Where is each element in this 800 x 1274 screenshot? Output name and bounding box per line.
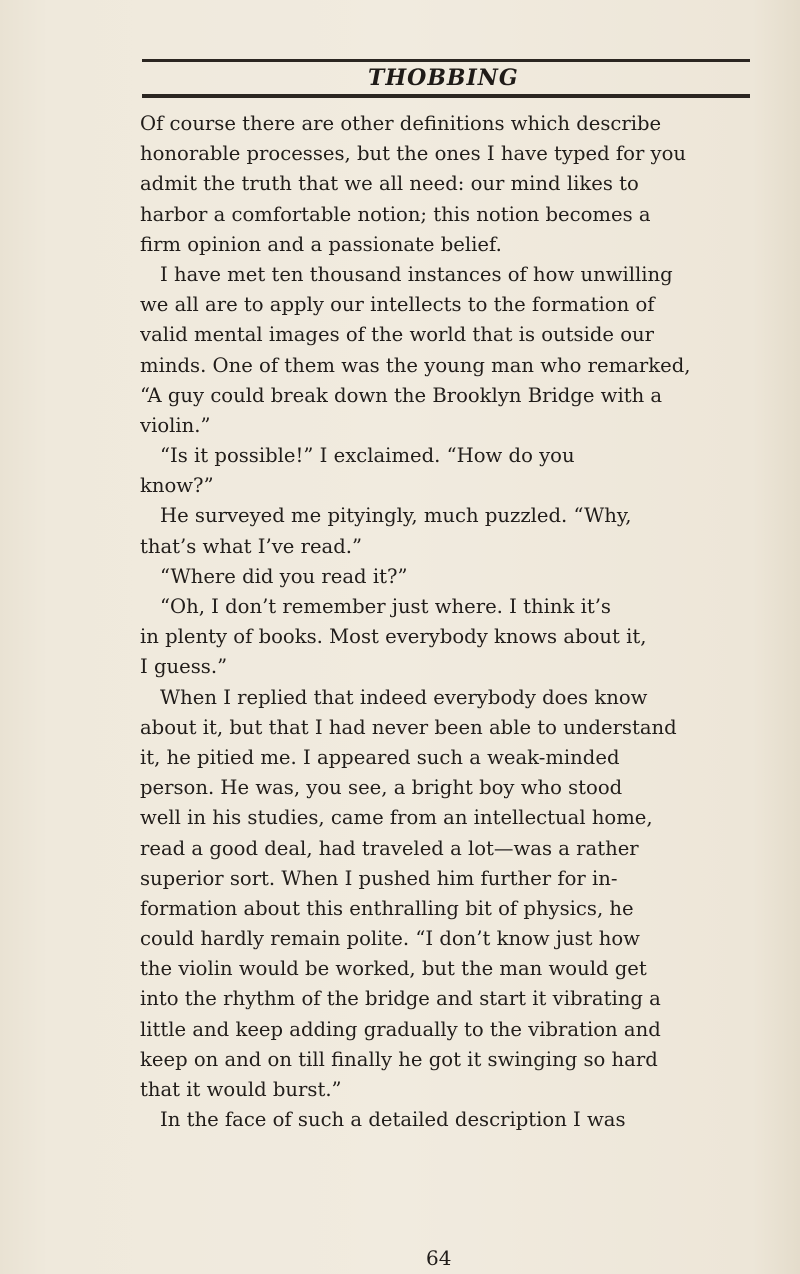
text-line: read a good deal, had traveled a lot—was a rather bbox=[140, 836, 639, 860]
text-line: about it, but that I had never been able to understand bbox=[140, 715, 677, 739]
text-line: in plenty of books. Most everybody knows about it, bbox=[140, 625, 647, 649]
text-line: I have met ten thousand instances of how unwilling bbox=[160, 262, 673, 286]
text-line: valid mental images of the world that is outside our bbox=[140, 323, 655, 347]
text-line: “Oh, I don’t remember just where. I think it’s bbox=[160, 595, 611, 618]
text-line: that’s what I’ve read.” bbox=[140, 534, 363, 558]
text-line: In the face of such a detailed description I was bbox=[160, 1108, 626, 1132]
text-line: minds. One of them was the young man who remarked, bbox=[140, 353, 691, 377]
text-line: violin.” bbox=[140, 413, 211, 437]
text-line: keep on and on till finally he got it swinging so hard bbox=[140, 1047, 658, 1071]
header-rule-top bbox=[142, 59, 750, 62]
text-line: into the rhythm of the bridge and start it vibrating a bbox=[140, 987, 661, 1011]
text-line: superior sort. When I pushed him further for in- bbox=[140, 866, 618, 890]
text-line: admit the truth that we all need: our mind likes to bbox=[140, 172, 639, 196]
running-title: THOBBING bbox=[368, 65, 519, 91]
header-rule-bottom bbox=[142, 94, 750, 98]
body-text bbox=[140, 109, 780, 1135]
text-line: honorable processes, but the ones I have typed for you bbox=[140, 142, 687, 166]
text-line: well in his studies, came from an intellectual home, bbox=[140, 806, 653, 830]
text-line: harbor a comfortable notion; this notion becomes a bbox=[140, 202, 651, 226]
text-line: that it would burst.” bbox=[140, 1078, 342, 1101]
page-number: 64 bbox=[426, 1246, 452, 1270]
text-line: Of course there are other definitions which describe bbox=[140, 112, 662, 135]
text-line: the violin would be worked, but the man would get bbox=[140, 957, 647, 981]
text-line: could hardly remain polite. “I don’t know just how bbox=[140, 927, 640, 951]
text-line: When I replied that indeed everybody does know bbox=[160, 685, 648, 709]
text-line: I guess.” bbox=[140, 655, 228, 679]
text-line: formation about this enthralling bit of physics, he bbox=[140, 896, 634, 920]
text-line: He surveyed me pityingly, much puzzled. “Why, bbox=[160, 504, 632, 528]
text-line: it, he pitied me. I appeared such a weak-minded bbox=[140, 745, 620, 769]
text-line: person. He was, you see, a bright boy who stood bbox=[140, 776, 623, 800]
text-line: we all are to apply our intellects to the formation of bbox=[140, 293, 655, 317]
text-line: “Where did you read it?” bbox=[160, 564, 408, 588]
text-line: firm opinion and a passionate belief. bbox=[140, 232, 502, 256]
text-line: “Is it possible!” I exclaimed. “How do you bbox=[160, 444, 575, 468]
text-line: “A guy could break down the Brooklyn Bridge with a bbox=[140, 383, 663, 407]
text-line: know?” bbox=[140, 474, 214, 498]
text-line: little and keep adding gradually to the vibration and bbox=[140, 1017, 661, 1041]
